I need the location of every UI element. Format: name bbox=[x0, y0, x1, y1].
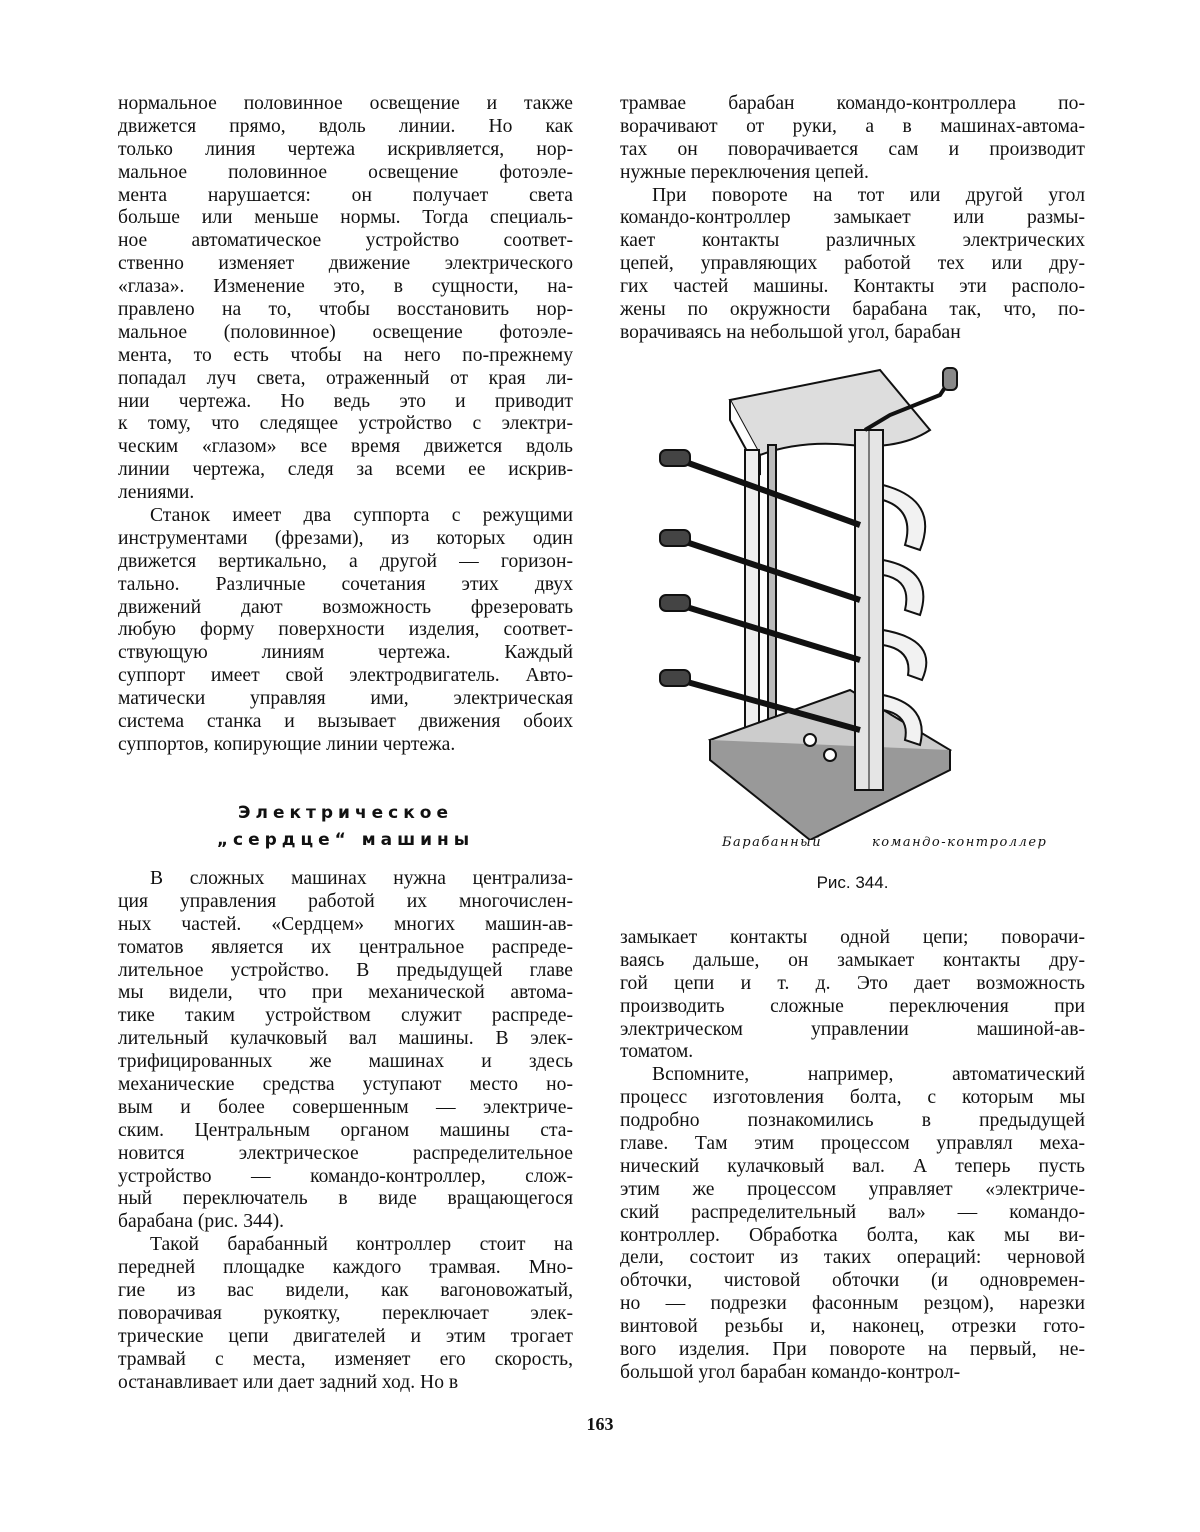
text-line: любую форму поверхности изделия, соответ- bbox=[118, 619, 573, 642]
paragraph bbox=[118, 505, 573, 757]
text-line: лениями. bbox=[118, 482, 573, 505]
text-line: электрическом управлении машиной-ав- bbox=[620, 1019, 1085, 1042]
text-line: но — подрезки фасонным резцом), нарезки bbox=[620, 1293, 1085, 1316]
text-line: ческим «глазом» все время движется вдоль bbox=[118, 436, 573, 459]
paragraph bbox=[620, 927, 1085, 1064]
text-line: обточки, чистовой обточки (и одновремен- bbox=[620, 1270, 1085, 1293]
text-line: замыкает контакты одной цепи; повора­чи- bbox=[620, 927, 1085, 950]
text-line: В сложных машинах нужна централиза- bbox=[118, 868, 573, 891]
text-line: Вспомните, например, автоматический bbox=[620, 1064, 1085, 1087]
text-line: мента, то есть чтобы на него по-прежнему bbox=[118, 345, 573, 368]
text-line: вого изделия. При повороте на первый, не- bbox=[620, 1339, 1085, 1362]
text-line: линии чертежа, следя за всеми ее искрив- bbox=[118, 459, 573, 482]
text-line: поворачивая рукоятку, переключает элек- bbox=[118, 1303, 573, 1326]
text-line: суппортов, копирующие линии чертежа. bbox=[118, 734, 573, 757]
text-line: нормальное половинное освещение и также bbox=[118, 93, 573, 116]
text-line: новится электрическое распределительное bbox=[118, 1143, 573, 1166]
text-line: устройство — командо-контроллер, слож- bbox=[118, 1166, 573, 1189]
text-line: цепей, управляющих работой тех или дру- bbox=[620, 253, 1085, 276]
text-line: нужные переключения цепей. bbox=[620, 162, 1085, 185]
text-line: матически управляя ими, электрическая bbox=[118, 688, 573, 711]
text-line: суппорт имеет свой электродвигатель. Авто- bbox=[118, 665, 573, 688]
drum-controller-illustration bbox=[650, 360, 1070, 840]
text-line: подробно познакомились в предыдущей bbox=[620, 1110, 1085, 1133]
text-line: производить сложные переключения при bbox=[620, 996, 1085, 1019]
right-column-bottom bbox=[620, 927, 1085, 1385]
text-line: ственно изменяет движение электрического bbox=[118, 253, 573, 276]
text-line: только линия чертежа искривляется, нор- bbox=[118, 139, 573, 162]
text-line: мальное (половинное) освещение фотоэле- bbox=[118, 322, 573, 345]
text-line: к тому, что следящее устройство с электри- bbox=[118, 413, 573, 436]
text-line: тально. Различные сочетания этих двух bbox=[118, 574, 573, 597]
paragraph bbox=[118, 868, 573, 1234]
text-line: жены по окружности барабана так, что, по- bbox=[620, 299, 1085, 322]
text-line: движется прямо, вдоль линии. Но как bbox=[118, 116, 573, 139]
text-line: гой цепи и т. д. Это дает возможность bbox=[620, 973, 1085, 996]
figure-label-right: командо-контроллер bbox=[872, 835, 1047, 850]
text-line: ский распределительный вал» — командо- bbox=[620, 1202, 1085, 1225]
text-line: тике таким устройством служит распреде- bbox=[118, 1005, 573, 1028]
text-line: трические цепи двигателей и этим трогает bbox=[118, 1326, 573, 1349]
text-line: При повороте на тот или другой угол bbox=[620, 185, 1085, 208]
text-line: ция управления работой их многочислен- bbox=[118, 891, 573, 914]
left-column-bottom bbox=[118, 868, 573, 1394]
paragraph bbox=[620, 1064, 1085, 1384]
text-line: инструментами (фрезами), из которых один bbox=[118, 528, 573, 551]
text-line: нический кулачковый вал. А теперь пусть bbox=[620, 1156, 1085, 1179]
text-line: Такой барабанный контроллер стоит на bbox=[118, 1234, 573, 1257]
text-line: ским. Центральным органом машины ста- bbox=[118, 1120, 573, 1143]
text-line: движений дают возможность фрезеровать bbox=[118, 597, 573, 620]
left-column-top bbox=[118, 93, 573, 757]
text-line: больше или меньше нормы. Тогда специаль- bbox=[118, 207, 573, 230]
text-line: «глаза». Изменение это, в сущности, на- bbox=[118, 276, 573, 299]
text-line: дели, состоит из таких операций: черновой bbox=[620, 1247, 1085, 1270]
right-column-top bbox=[620, 93, 1085, 345]
text-line: гих частей машины. Контакты эти располо- bbox=[620, 276, 1085, 299]
text-line: контроллер. Обработка болта, как мы ви- bbox=[620, 1225, 1085, 1248]
text-line: томатом. bbox=[620, 1041, 1085, 1064]
text-line: этим же процессом управляет «электриче- bbox=[620, 1179, 1085, 1202]
text-line: ваясь дальше, он замыкает контакты дру- bbox=[620, 950, 1085, 973]
text-line: ствующую линиям чертежа. Каждый bbox=[118, 642, 573, 665]
page-number: 163 bbox=[580, 1414, 620, 1435]
text-line: останавливает или дает задний ход. Но в bbox=[118, 1372, 573, 1395]
text-line: мента нарушается: он получает света bbox=[118, 185, 573, 208]
text-line: вым и более совершенным — электриче- bbox=[118, 1097, 573, 1120]
text-line: трамвае барабан командо-контроллера по- bbox=[620, 93, 1085, 116]
text-line: большой угол барабан командо-контрол- bbox=[620, 1362, 1085, 1385]
text-line: ворачивают от руки, а в машинах-автома- bbox=[620, 116, 1085, 139]
text-line: движется вертикально, а другой — горизон- bbox=[118, 551, 573, 574]
text-line: система станка и вызывает движения обоих bbox=[118, 711, 573, 734]
text-line: ных частей. «Сердцем» многих машин-ав- bbox=[118, 914, 573, 937]
paragraph bbox=[620, 93, 1085, 185]
paragraph bbox=[118, 1234, 573, 1394]
text-line: передней площадке каждого трамвая. Мно- bbox=[118, 1257, 573, 1280]
text-line: ное автоматическое устройство соответ- bbox=[118, 230, 573, 253]
section-heading-line-1: Электрическое bbox=[118, 800, 573, 827]
text-line: главе. Там этим процессом управлял меха- bbox=[620, 1133, 1085, 1156]
text-line: винтовой резьбы и, наконец, отрезки гото- bbox=[620, 1316, 1085, 1339]
text-line: попадал луч света, отраженный от края ли- bbox=[118, 368, 573, 391]
paragraph bbox=[118, 93, 573, 505]
text-line: лительное устройство. В предыдущей главе bbox=[118, 960, 573, 983]
text-line: трамвай с места, изменяет его скорость, bbox=[118, 1349, 573, 1372]
text-line: ворачиваясь на небольшой угол, барабан bbox=[620, 322, 1085, 345]
text-line: томатов является их центральное распреде- bbox=[118, 937, 573, 960]
text-line: нии чертежа. Но ведь это и приводит bbox=[118, 391, 573, 414]
text-line: гие из вас видели, как вагоновожатый, bbox=[118, 1280, 573, 1303]
text-line: правлено на то, чтобы восстановить нор- bbox=[118, 299, 573, 322]
paragraph bbox=[620, 185, 1085, 345]
text-line: Станок имеет два суппорта с режущими bbox=[118, 505, 573, 528]
text-line: кает контакты различных электрических bbox=[620, 230, 1085, 253]
section-heading-line-2: „сердце“ машины bbox=[118, 827, 573, 854]
text-line: ный переключатель в виде вращающегося bbox=[118, 1188, 573, 1211]
text-line: процесс изготовления болта, с которым мы bbox=[620, 1087, 1085, 1110]
section-heading bbox=[118, 800, 573, 854]
text-line: механические средства уступают место но- bbox=[118, 1074, 573, 1097]
figure-label-left: Барабанный bbox=[722, 835, 822, 850]
text-line: трифицированных же машинах и здесь bbox=[118, 1051, 573, 1074]
text-line: мы видели, что при механической автома- bbox=[118, 982, 573, 1005]
text-line: лительный кулачковый вал машины. В элек- bbox=[118, 1028, 573, 1051]
text-line: командо-контроллер замыкает или размы- bbox=[620, 207, 1085, 230]
figure-caption: Рис. 344. bbox=[620, 873, 1085, 893]
text-line: тах он поворачивается сам и производит bbox=[620, 139, 1085, 162]
text-line: мальное половинное освещение фотоэле- bbox=[118, 162, 573, 185]
text-line: барабана (рис. 344). bbox=[118, 1211, 573, 1234]
